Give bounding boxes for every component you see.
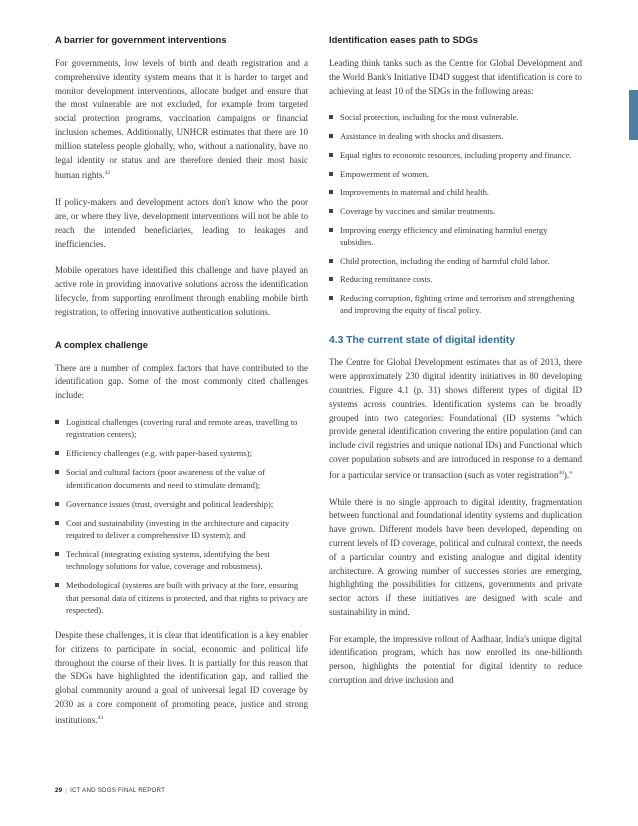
list-item: Improving energy efficiency and eliminating harmful energy subsidies. <box>329 224 582 248</box>
list-item: Assistance in dealing with shocks and disasters. <box>329 130 582 142</box>
list-item: Social protection, including for the most vulnerable. <box>329 111 582 123</box>
heading-barrier: A barrier for government interventions <box>55 34 227 45</box>
paragraph: While there is no single approach to digital identity, fragmentation between functional and foundational identity systems and duplication have grown. Different models have been developed, depending on current levels of ID coverage, political and cultural context, the needs of a particular country and existing analogue and digital identity architecture. A growing number of successes stories are emerging, highlighting the possibilities for citizens, governments and private sector actors if these initiatives are designed with scale and sustainability in mind. <box>329 496 582 617</box>
paragraph: If policy-makers and development actors don't know who the poor are, or where they live, development interventions will not be able to reach the intended beneficiaries, leading to leakages and inefficiencies. <box>55 197 308 249</box>
list-item: Social and cultural factors (poor awareness of the value of identification documents and need to stimulate demand); <box>55 466 308 490</box>
list-item: Improvements in maternal and child health. <box>329 186 582 198</box>
sdg-areas-list <box>329 111 582 316</box>
left-column <box>55 33 308 741</box>
list-item: Equal rights to economic resources, including property and finance. <box>329 149 582 161</box>
footnote-ref: 44 <box>558 469 564 476</box>
challenges-list <box>55 416 308 616</box>
right-column <box>329 33 582 701</box>
paragraph: There are a number of complex factors that have contributed to the identification gap. Some of the most commonly cited challenges include: <box>55 362 308 401</box>
page-footer <box>55 787 165 794</box>
edge-tab-marker <box>629 90 638 140</box>
list-item: Technical (integrating existing systems, identifying the best technology solutions for value, coverage and robustness). <box>55 548 308 572</box>
heading-sdgs: Identification eases path to SDGs <box>329 34 478 45</box>
footnote-ref: 43 <box>97 714 103 721</box>
paragraph: For governments, low levels of birth and death registration and a comprehensive identity system means that it is harder to target and monitor development interventions, allocate budget and ensure that the most vulnerable are not excluded, for example from targeted social protection programs, vaccination campaigns or financial inclusion schemes. Additionally, UNHCR estimates that there are 10 million stateless people globally, who, without a nationality, have no legal identity or status and are therefore denied their most basic human rights.$^{42}$ <box>55 58 308 181</box>
list-item: Logistical challenges (covering rural and remote areas, travelling to registration centers); <box>55 416 308 440</box>
paragraph: Leading think tanks such as the Centre for Global Development and the World Bank's Initiative ID4D suggest that identification is core to achieving at least 10 of the SDGs in the following areas: <box>329 58 582 96</box>
paragraph: For example, the impressive rollout of Aadhaar, India's unique digital identification program, which has now enrolled its one-billionth person, highlights the potential for digital identity to reduce corruption and drive inclusion and <box>329 633 582 686</box>
list-item: Reducing remittance costs. <box>329 273 582 285</box>
list-item: Coverage by vaccines and similar treatments. <box>329 205 582 217</box>
heading-complex-challenge: A complex challenge <box>55 338 148 350</box>
footer-separator: | <box>65 787 68 794</box>
page-number: 29 <box>55 787 63 794</box>
paragraph: Mobile operators have identified this challenge and have played an active role in providing innovative solutions across the identification lifecycle, from supporting enrollment through enabling mobile birth registration, to offering innovative authentication solutions. <box>55 265 308 317</box>
footnote-ref: 42 <box>104 170 111 177</box>
list-item: Empowerment of women. <box>329 168 582 180</box>
paragraph: Despite these challenges, it is clear that identification is a key enabler for citizens to participate in social, economic and political life throughout the course of their lives. It is partially for this reason that the SDGs have highlighted the identification gap, and rallied the global community around a goal of universal legal ID coverage by 2030 as a core component of promoting peace, justice and strong institutions.$^{43}$ <box>55 629 308 725</box>
list-item: Reducing corruption, fighting crime and terrorism and strengthening and improving the equity of fiscal policy. <box>329 292 582 316</box>
list-item: Efficiency challenges (e.g. with paper-based systems); <box>55 447 308 459</box>
list-item: Methodological (systems are built with privacy at the fore, ensuring that personal data of citizens is protected, and that rights to privacy are respected). <box>55 579 308 616</box>
list-item: Governance issues (trust, oversight and political leadership); <box>55 498 308 510</box>
list-item: Cost and sustainability (investing in the architecture and capacity required to deliver a comprehensive ID system); and <box>55 517 308 541</box>
report-title: ICT AND SDGS FINAL REPORT <box>70 787 166 794</box>
paragraph: The Centre for Global Development estimates that as of 2013, there were approximately 230 digital identity initiatives in 80 developing countries. Figure 4.1 (p. 31) shows different types of digital ID systems across countries. Identification systems can be broadly grouped into two categories: Foundational (ID systems "which provide general identification covering the entire population (and can include civil registries and unique national IDs) and Functional which cover population subsets and are introduced in response to a demand for a particular service or transaction (such as voter registration$^{44}$)." <box>329 357 582 480</box>
heading-current-state: 4.3 The current state of digital identity <box>329 335 515 347</box>
list-item: Child protection, including the ending of harmful child labor. <box>329 255 582 267</box>
